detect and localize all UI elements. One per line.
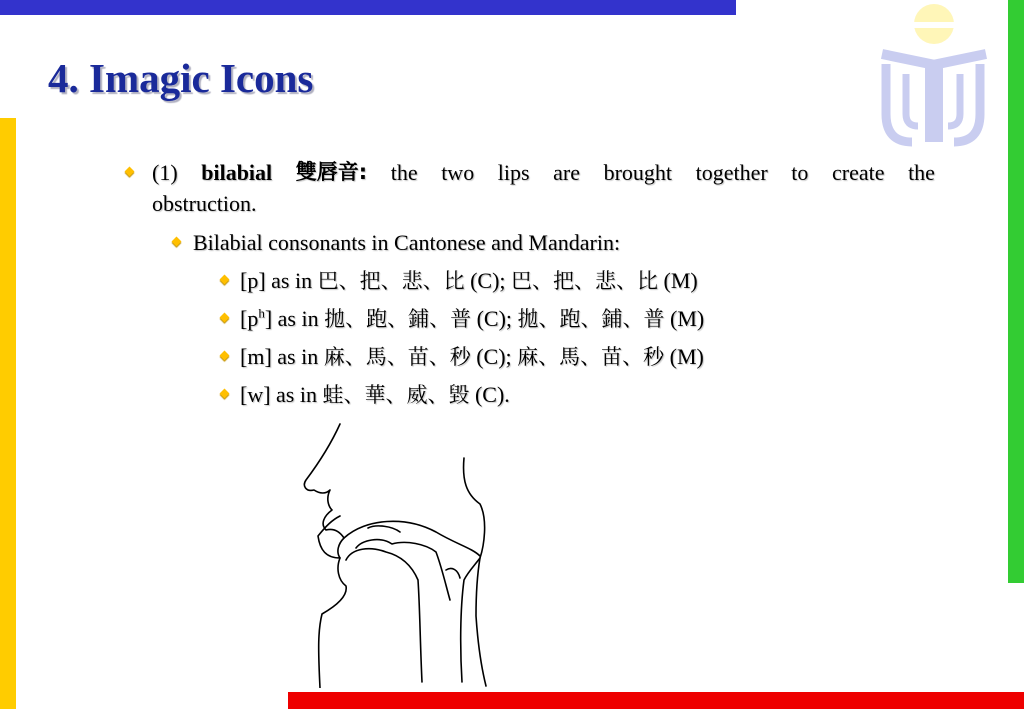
bullet-diamond-icon	[220, 389, 230, 399]
example-dialect: (C);	[470, 344, 518, 369]
aspiration-superscript: h	[258, 305, 265, 321]
example-chars: 巴、把、悲、比	[511, 269, 659, 293]
bullet-word: the	[390, 160, 418, 185]
left-accent-bar	[0, 118, 16, 709]
bullet-diamond-icon	[220, 275, 230, 285]
bullet-word: are	[553, 160, 580, 185]
example-chars: 巴、把、悲、比	[317, 269, 465, 293]
bullet-word: create	[831, 160, 885, 185]
example-chars: 拋、跑、鋪、普	[324, 307, 472, 331]
example-dialect: (M)	[658, 268, 698, 293]
bullet-term-cjk: 雙唇音:	[295, 160, 368, 184]
example-segment: [m] as in	[240, 344, 324, 369]
bullet-diamond-icon	[220, 313, 230, 323]
bullet-diamond-icon	[172, 237, 182, 247]
example-chars: 拋、跑、鋪、普	[517, 307, 665, 331]
example-row-ph	[240, 303, 704, 335]
bottom-accent-bar	[288, 692, 1024, 709]
example-dialect: (C);	[464, 268, 512, 293]
example-chars: 蛙、華、威、毀	[322, 383, 470, 407]
bullet-bilabial-line	[152, 157, 935, 188]
bullet-word: to	[791, 160, 809, 185]
university-logo-icon	[872, 2, 990, 152]
example-chars: 麻、馬、苗、秒	[517, 345, 665, 369]
example-segment: ] as in	[264, 306, 325, 331]
example-dialect: (C);	[471, 306, 518, 331]
bullet-word: brought	[603, 160, 673, 185]
bullet-word: together	[695, 160, 768, 185]
example-row-p	[240, 265, 698, 297]
example-segment: [w] as in	[240, 382, 323, 407]
bullet-word: lips	[497, 160, 530, 185]
bullet-term: bilabial	[201, 160, 273, 185]
example-dialect: (M)	[664, 306, 705, 331]
example-row-w	[240, 379, 510, 411]
bullet-word: the	[908, 160, 935, 185]
slide-title: 4. Imagic Icons	[48, 55, 314, 101]
subbullet-consonants: Bilabial consonants in Cantonese and Mandarin:	[193, 230, 621, 255]
vocal-tract-diagram-icon	[296, 420, 526, 688]
top-accent-bar	[0, 0, 736, 15]
right-accent-bar	[1008, 0, 1024, 583]
example-segment: [p] as in	[240, 268, 318, 293]
example-dialect: (C).	[469, 382, 510, 407]
example-dialect: (M)	[664, 344, 704, 369]
example-row-m	[240, 341, 704, 373]
example-chars: 麻、馬、苗、秒	[323, 345, 471, 369]
bullet-word: (1)	[152, 160, 178, 185]
bullet-word: two	[441, 160, 475, 185]
bullet-diamond-icon	[220, 351, 230, 361]
bullet-bilabial-continuation: obstruction.	[152, 191, 257, 216]
bullet-diamond-icon	[125, 167, 135, 177]
example-segment: [p	[240, 306, 259, 331]
